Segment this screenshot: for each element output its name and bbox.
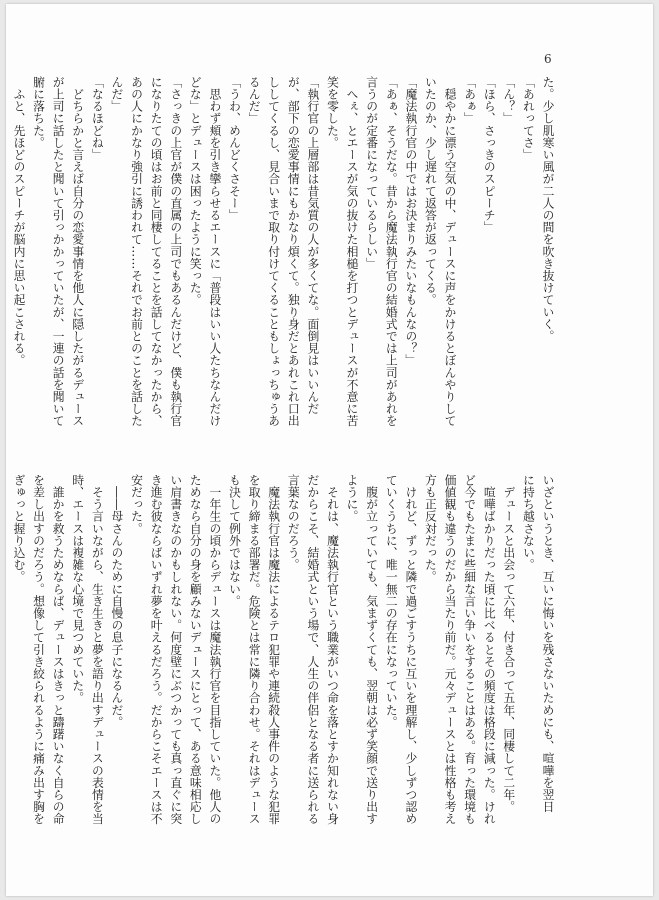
text-line: いたのか、少し遅れて返答が返ってくる。 — [423, 76, 438, 306]
text-line: どな」とデュースは困ったように笑った。 — [188, 76, 203, 306]
text-line: が上司に話したと聞いて引っかかっていたが、一連の話を聞いて — [51, 76, 66, 427]
text-line: ししてくるし、見合いまで取り付けてくることもしょっちゅうあ — [266, 76, 281, 427]
text-line: デュースと出会って六年、付き合って五年、同棲して二年。 — [501, 474, 516, 813]
text-line: 安だった。 — [129, 474, 144, 535]
text-line: 価値観も違うのだから当たり前だ。元々デュースとは性格も考え — [443, 474, 458, 825]
text-line: き進む彼ならばいずれ夢を叶えるだろう。だからこそエースは不 — [149, 474, 164, 825]
text-line: ぎゅっと握り込む。 — [11, 474, 26, 583]
text-line: るんだ」 — [247, 76, 262, 125]
text-line: 「ん？」 — [501, 76, 516, 125]
page-number: 6 — [544, 52, 552, 66]
text-line: 「なるほどね」 — [90, 76, 105, 161]
text-column-bottom — [8, 474, 557, 825]
text-line: い肩書きなのかもしれない。何度壁にぶつかっても真っ直ぐに突 — [168, 474, 183, 825]
text-line: けれど、ずっと隣で過ごすうちに互いを理解し、少しずつ認め — [403, 474, 418, 825]
text-line: ――母さんのために自慢の息子になるんだ。 — [109, 474, 124, 729]
text-line: いざというとき、互いに悔いを残さないためにも、喧嘩を翌日 — [541, 474, 555, 813]
text-line: 笑を零した。 — [325, 76, 340, 149]
text-line: ふと、先ほどのスピーチが脳内に思い起こされる。 — [11, 76, 26, 367]
text-line: 「あれってさ」 — [521, 76, 536, 161]
text-line: 思わず頬を引き攣らせるエースに「普段はいい人たちなんだけ — [207, 76, 222, 427]
text-line: になりたての頃はお前と同棲してることを話してなかったから、 — [149, 76, 164, 427]
text-line: そう言いながら、生き生きと夢を語り出すデュースの表情を当 — [90, 474, 105, 825]
text-line: 「あぁ」 — [462, 76, 477, 125]
text-line: ためなら自分の身を顧みないデュースにとって、ある意味相応し — [188, 474, 203, 825]
text-line: 「うわ、めんどくさそー」 — [227, 76, 242, 222]
text-line: それは、魔法執行官という職業がいつ命を落とすか知れない身 — [325, 474, 340, 825]
text-line: 言葉なのだろう。 — [286, 474, 301, 571]
text-line: 時、エースは複雑な心境で見つめていた。 — [70, 474, 85, 704]
text-line: ていくうちに、唯一無二の存在になっていた。 — [384, 474, 399, 729]
text-line: 誰かを救うためならば、デュースはきっと躊躇いなく自らの命 — [51, 474, 66, 825]
book-page — [6, 4, 653, 896]
text-line: 腑に落ちた。 — [31, 76, 46, 149]
text-line: 腹が立っていても、気まずくても、翌朝は必ず笑顔で送り出す — [364, 474, 379, 825]
text-line: だからこそ、結婚式という場で、人生の伴侶となる者に送られる — [305, 474, 320, 825]
text-line: へぇ、とエースが気の抜けた相槌を打つとデュースが不意に苦 — [345, 76, 360, 427]
text-line: どちらかと言えば自分の恋愛事情を他人に隠したがるデュース — [70, 76, 85, 427]
text-line: 「魔法執行官の中ではお決まりみたいなもんなの？」 — [403, 76, 418, 367]
text-line: 「あぁ、そうだな。昔から魔法執行官の結婚式では上司があれを — [384, 76, 399, 427]
text-line: 魔法執行官は魔法によるテロ犯罪や連続殺人事件のような犯罪 — [266, 474, 281, 825]
text-line: を取り締まる部署だ。危険とは常に隣り合わせ。それはデュース — [247, 474, 262, 825]
text-line: んだ」 — [109, 76, 124, 113]
text-line: が、部下の恋愛事情にもかなり煩くて。独り身だとあれこれ口出 — [286, 76, 301, 427]
text-line: を差し出すのだろう。想像して引き絞られるように痛み出す胸を — [31, 474, 46, 825]
text-line: 喧嘩ばかりだった頃に比べるとその頻度は格段に減った。けれ — [482, 474, 497, 825]
text-line: 方も正反対だった。 — [423, 474, 438, 583]
text-line: 一年生の頃からデュースは魔法執行官を目指していた。他人の — [207, 474, 222, 825]
text-line: あの人にかなり強引に誘われて……それでお前とのことを話した — [129, 76, 144, 427]
text-line: も決して例外ではない。 — [227, 474, 242, 608]
text-line: 穏やかに漂う空気の中、デュースに声をかけるとぼんやりして — [443, 76, 458, 427]
text-line: ど今でもたまに些細な言い争いをすることはある。育った環境も — [462, 474, 477, 825]
text-line: た。少し肌寒い風が二人の間を吹き抜けていく。 — [541, 76, 555, 343]
text-column-top — [8, 76, 557, 427]
text-line: 「ほら、さっきのスピーチ」 — [482, 76, 497, 234]
text-line: 言うのが定番になっているらしい」 — [364, 76, 379, 270]
text-line: 「執行官の上層部は昔気質の人が多くてな。面倒見はいいんだ — [305, 76, 320, 415]
text-line: ように。 — [345, 474, 360, 523]
text-line: 「さっきの上官が僕の直属の上司でもあるんだけど、僕も執行官 — [168, 76, 183, 427]
text-line: に持ち越さない。 — [521, 474, 536, 571]
